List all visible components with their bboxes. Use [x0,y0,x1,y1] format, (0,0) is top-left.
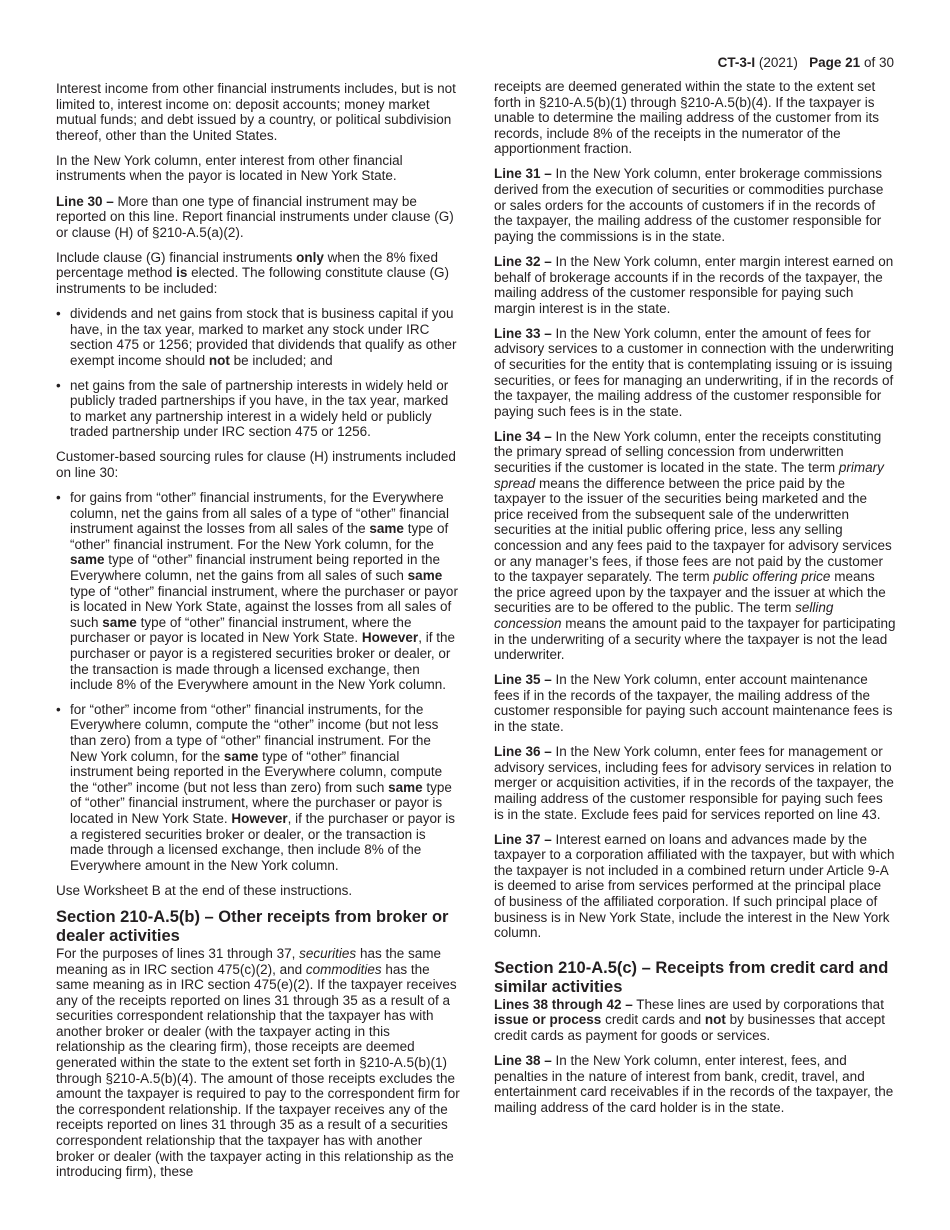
line-31-paragraph: Line 31 – In the New York column, enter brokerage commissions derived from the execution of securities or commodities purchase or sales orders for the accounts of customers if in the records of the taxpayer, the mailing address of the customer responsible for paying the commissions is in the state. [494,166,884,244]
line-label: Line 30 – [56,193,114,209]
form-year: (2021) [758,55,798,70]
clause-g-list [56,306,461,440]
list-item: • net gains from the sale of partnership interests in widely held or publicly traded partnerships if you have, in the tax year, marked to market any partnership interest in a widely held or publicly traded partnership under IRC section 475 or 1256. [56,378,461,440]
paragraph: receipts are deemed generated within the state to the extent set forth in §210-A.5(b)(1) through §210-A.5(b)(4). If the taxpayer is unable to determine the mailing address of the customer from its records, include 8% of the receipts in the numerator of the apportionment fraction. [494,79,879,157]
page-number: Page 21 [809,55,861,70]
paragraph: Use Worksheet B at the end of these instructions. [56,882,353,898]
section-heading-c: Section 210-A.5(c) – Receipts from credit card and similar activities [494,958,889,996]
clause-h-list [56,490,461,873]
paragraph: Include clause (G) financial instruments only when the 8% fixed percentage method is elected. The following constitute clause (G) instruments to be included: [56,249,449,297]
form-id: CT-3-I [717,55,756,70]
line-30-paragraph: Line 30 – More than one type of financial instrument may be reported on this line. Report financial instruments under clause (G) or clause (H) of §210-A.5(a)(2). [56,193,454,240]
section-heading-b: Section 210-A.5(b) – Other receipts from broker or dealer activities [56,907,449,945]
line-37-paragraph: Line 37 – Interest earned on loans and advances made by the taxpayer to a corporation affiliated with the taxpayer, but with which the taxpayer is not included in a combined return under Article 9-A is deemed to arise from services performed at the principal place of business of the affiliated corporation. If such principal place of business is in New York State, include the interest in the New York column. [494,831,895,941]
line-34-paragraph: Line 34 – In the New York column, enter the receipts constituting the primary spread of selling concession from underwritten securities if the customer is located in the state. The term primary spread means the difference between the price paid by the taxpayer to the issuer of the securities being marketed and the price received from the subsequent sale of the underwritten securities at the initial public offering price, less any selling concession and any fees paid to the taxpayer for advisory services or any manager’s fees, if those fees are not paid by the customer to the taxpayer separately. The term public offering price means the price agreed upon by the taxpayer and the issuer at which the securities are to be offered to the public. The term selling concession means the amount paid to the taxpayer for participating in the underwriting of a security where the taxpayer is not the lead underwriter. [494,428,896,663]
page-total: of 30 [863,55,894,70]
line-35-paragraph: Line 35 – In the New York column, enter account maintenance fees if in the records of the taxpayer, the mailing address of the customer responsible for paying such account maintenance fees is in the state. [494,672,893,735]
line-36-paragraph: Line 36 – In the New York column, enter fees for management or advisory services, including fees for advisory services in relation to merger or acquisition activities, if in the records of the taxpayer, the mailing address of the customer responsible for paying such fees is in the state. Exclude fees paid for services reported on line 43. [494,744,894,822]
paragraph: For the purposes of lines 31 through 37, securities has the same meaning as in IRC section 475(c)(2), and commodities has the same meaning as in IRC section 475(e)(2). If the taxpayer receives any of the receipts reported on lines 31 through 35 as a result of a securities correspondent relationship that the taxpayer has with another broker or dealer (with the taxpayer acting in this relationship as the clearing firm), those receipts are deemed generated within the state to the extent set forth in §210-A.5(b)(1) through §210-A.5(b)(4). The amount of those receipts excludes the amount the taxpayer is required to pay to the correspondent firm for the correspondent relationship. If the taxpayer receives any of the receipts reported on lines 31 through 35 as a result of a securities correspondent relationship that the taxpayer has with another broker or dealer (with the taxpayer acting in this relationship as the introducing firm), these [56,945,460,1180]
line-38-paragraph: Line 38 – In the New York column, enter interest, fees, and penalties in the nature of interest from bank, credit, travel, and entertainment card receivables if in the records of the taxpayer, the mailing address of the card holder is in the state. [494,1053,894,1115]
paragraph: In the New York column, enter interest from other financial instruments when the payor is located in New York State. [56,152,403,184]
list-item: • dividends and net gains from stock that is business capital if you have, in the tax year, marked to market any stock under IRC section 475 or 1256; provided that dividends that qualify as other exempt income should not be included; and [56,306,461,368]
paragraph: Customer-based sourcing rules for clause (H) instruments included on line 30: [56,449,456,480]
list-item: • for gains from “other” financial instruments, for the Everywhere column, net the gains from all sales of a type of “other” financial instrument against the losses from all sales of the same type of “other” financial instrument. For the New York column, for the same type of “other” financial instrument being reported in the Everywhere column, net the gains from all sales of such same type of “other” financial instrument, where the purchaser or payor is located in New York State, against the losses from all sales of such same type of “other” financial instrument, where the purchaser or payor is located in New York State. However, if the purchaser or payor is a registered securities broker or dealer, or the transaction is made through a licensed exchange, then include 8% of the Everywhere amount in the New York column. [56,490,461,693]
left-column [56,81,461,1189]
line-33-paragraph: Line 33 – In the New York column, enter the amount of fees for advisory services to a customer in connection with the underwriting of securities for the entity that is contemplating issuing or is issuing securities, or fees for managing an underwriting, if in the records of the taxpayer, the mailing address of the customer responsible for paying such fees is in the state. [494,325,894,419]
list-item: • for “other” income from “other” financial instruments, for the Everywhere column, compute the “other” income (but not less than zero) from a type of “other” financial instrument. For the New York column, for the same type of “other” financial instrument being reported in the Everywhere column, compute the “other” income (but not less than zero) from such same type of “other” financial instrument, where the purchaser or payor is located in New York State. However, if the purchaser or payor is a registered securities broker or dealer, or the transaction is made through a licensed exchange, then include 8% of the Everywhere amount in the New York column. [56,702,461,874]
lines-38-42-paragraph: Lines 38 through 42 – These lines are used by corporations that issue or process credit cards and not by businesses that accept credit cards as payment for goods or services. [494,996,885,1043]
page-header [718,55,894,71]
line-32-paragraph: Line 32 – In the New York column, enter margin interest earned on behalf of brokerage accounts if in the records of the taxpayer, the mailing address of the customer responsible for paying such margin interest is in the state. [494,253,894,316]
paragraph: Interest income from other financial instruments includes, but is not limited to, interest income on: deposit accounts; money market mutual funds; and debt issued by a country, or political subdivision thereof, other than the United States. [56,81,456,143]
right-column [494,79,896,1125]
